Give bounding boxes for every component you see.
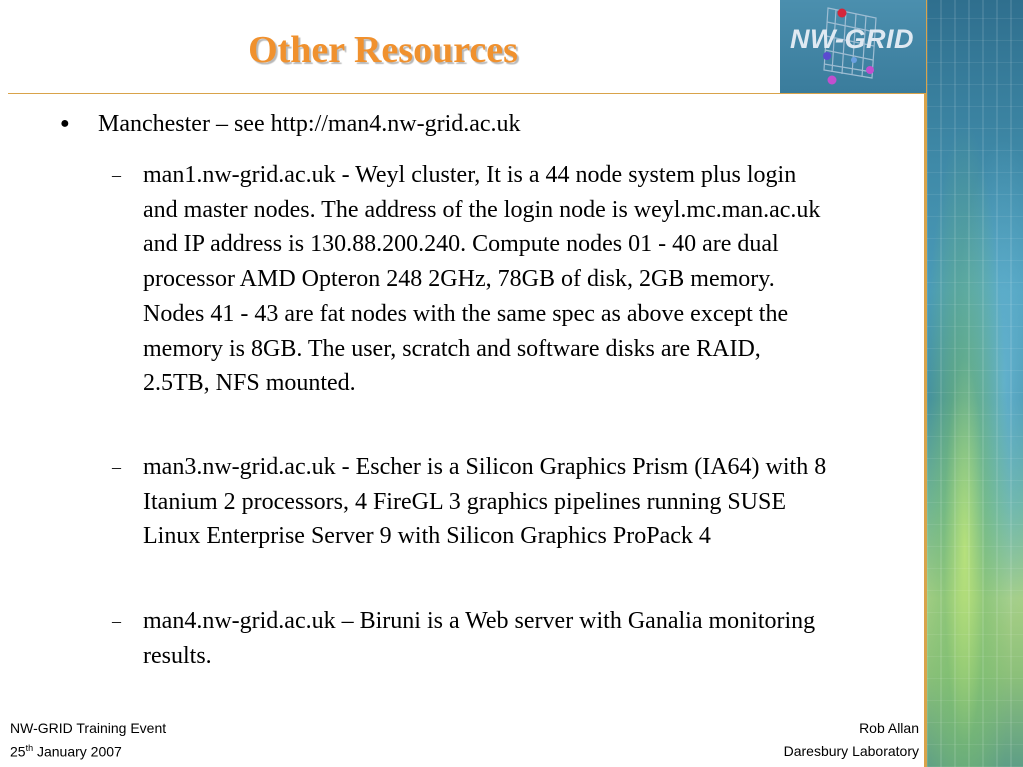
header-rule	[8, 93, 926, 94]
dash-icon: –	[112, 457, 121, 477]
side-band-divider	[924, 0, 927, 767]
footer-date	[10, 743, 122, 760]
sub-item-man3	[112, 450, 832, 554]
footer-date-rest: January 2007	[33, 743, 122, 760]
footer-author: Rob Allan	[859, 720, 919, 736]
decorative-side-band	[926, 0, 1023, 767]
sub-item-text: man1.nw-grid.ac.uk - Weyl cluster, It is a 44 node system plus login and master nodes. The address of the login node is weyl.mc.man.ac.uk and IP address is 130.88.200.240. Compute nodes 01 - 40 are dual processor AMD Opteron 248 2GHz, 78GB of disk, 2GB memory. Nodes 41 - 43 are fat nodes with the same spec as above except the memory is 8GB. The user, scratch and software disks are RAID, 2.5TB, NFS mounted.	[143, 162, 821, 397]
footer-lab: Daresbury Laboratory	[783, 743, 919, 759]
logo-text: NW-GRID	[790, 24, 914, 54]
sub-item-text: man3.nw-grid.ac.uk - Escher is a Silicon Graphics Prism (IA64) with 8 Itanium 2 processors, 4 FireGL 3 graphics pipelines running SUSE Linux Enterprise Server 9 with Silicon Graphics ProPack 4	[143, 454, 827, 550]
footer-event: NW-GRID Training Event	[10, 720, 167, 736]
sub-item-man4	[112, 604, 832, 673]
slide-title: Other Resources	[248, 29, 518, 71]
footer-date-suffix: th	[25, 743, 34, 753]
sub-item-man1	[112, 158, 832, 401]
bullet-icon: ●	[60, 115, 70, 132]
dash-icon: –	[112, 165, 121, 185]
footer-date-day: 25	[10, 743, 26, 760]
dash-icon: –	[112, 611, 121, 631]
nw-grid-logo	[780, 0, 926, 93]
bullet-text: Manchester – see http://man4.nw-grid.ac.uk	[98, 111, 521, 137]
sub-item-text: man4.nw-grid.ac.uk – Biruni is a Web server with Ganalia monitoring results.	[143, 608, 816, 669]
